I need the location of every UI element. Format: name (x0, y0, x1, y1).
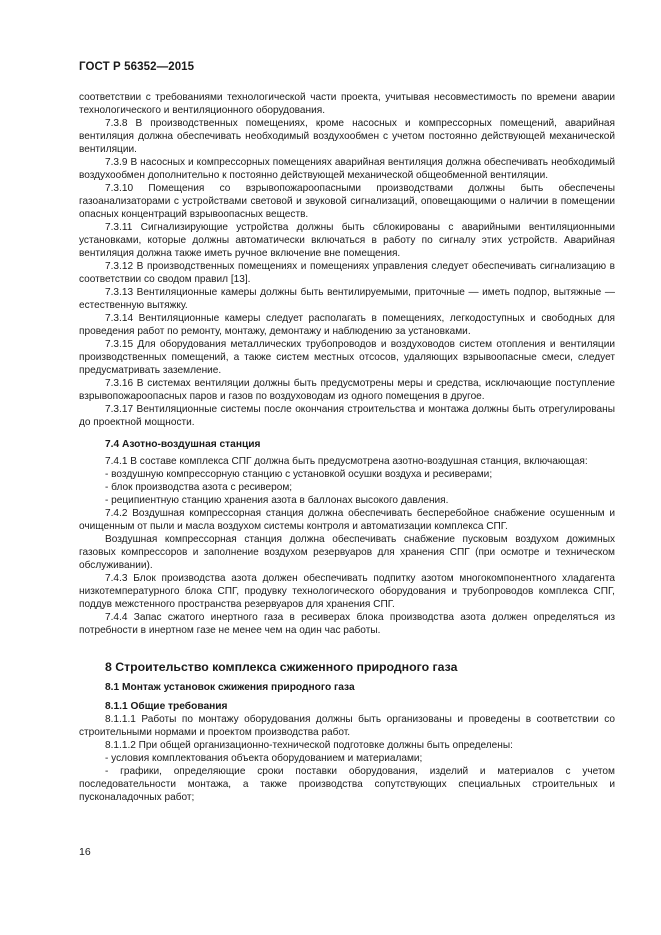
paragraph-7-4-1: 7.4.1 В составе комплекса СПГ должна быть предусмотрена азотно-воздушная станция, включающая: (105, 456, 588, 467)
paragraph-7-3-12: 7.3.12 В производственных помещениях и помещениях управления следует обеспечивать сигнализацию в соответствии со сводом правил [13]. (79, 261, 615, 285)
paragraph-7-3-15: 7.3.15 Для оборудования металлических трубопроводов и воздуховодов систем отопления и вентиляции производственных помещений, а также систем местных отсосов, удаляющих взрывоопасные смеси, следует предусматривать заземление. (79, 339, 615, 376)
paragraph-8-1-1-2: 8.1.1.2 При общей организационно-технической подготовке должны быть определены: (105, 740, 513, 751)
page-number: 16 (79, 846, 91, 858)
paragraph-7-3-13: 7.3.13 Вентиляционные камеры должны быть вентилируемыми, приточные — иметь подпор, вытяжные — естественную вытяжку. (79, 287, 615, 311)
list-item: - воздушную компрессорную станцию с установкой осушки воздуха и ресиверами; (105, 469, 493, 480)
document-header: ГОСТ Р 56352—2015 (79, 61, 195, 73)
list-item: - графики, определяющие сроки поставки оборудования, изделий и материалов с учетом последовательности монтажа, а также производства сопутствующих специальных строительных и пусконаладочных работ; (79, 766, 615, 803)
list-item: - условия комплектования объекта оборудованием и материалами; (105, 753, 423, 764)
paragraph-7-3-16: 7.3.16 В системах вентиляции должны быть предусмотрены меры и средства, исключающие поступление взрывопожароопасных паров и газов по воздуховодам из одного помещения в другое. (79, 378, 615, 402)
paragraph-7-3-9: 7.3.9 В насосных и компрессорных помещениях аварийная вентиляция должна обеспечивать необходимый воздухообмен дополнительно к постоянно действующей механической общеобменной вентиляции. (79, 157, 615, 181)
section-heading-8-1: 8.1 Монтаж установок сжижения природного газа (105, 682, 355, 693)
paragraph-7-3-10: 7.3.10 Помещения со взрывопожароопасными производствами должны быть обеспечены газоанализаторами с устройствами световой и звуковой сигнализаций, оповещающими о наличии в помещении опасных концентраций взрывоопасных веществ. (79, 183, 615, 220)
paragraph-7-3-8: 7.3.8 В производственных помещениях, кроме насосных и компрессорных помещений, аварийная вентиляция должна обеспечивать необходимый воздухообмен с учетом постоянно действующей механической вентиляции. (79, 118, 615, 155)
paragraph-8-1-1-1: 8.1.1.1 Работы по монтажу оборудования должны быть организованы и проведены в соответствии со строительными нормами и проектом производства работ. (79, 714, 615, 738)
subsection-heading-8-1-1: 8.1.1 Общие требования (105, 701, 228, 712)
paragraph-7-3-11: 7.3.11 Сигнализирующие устройства должны быть сблокированы с аварийными вентиляционными установками, которые должны автоматически включаться в работу по сигналу этих устройств. Аварийная вентиляция должна также иметь ручное включение вне помещения. (79, 222, 615, 259)
paragraph-7-3-14: 7.3.14 Вентиляционные камеры следует располагать в помещениях, легкодоступных и свободных для проведения работ по ремонту, монтажу, демонтажу и наблюдению за установками. (79, 313, 615, 337)
paragraph: Воздушная компрессорная станция должна обеспечивать снабжение пусковым воздухом дожимных газовых компрессоров и заполнение воздухом резервуаров для хранения СПГ (при осмотре и техническом обслуживании). (79, 534, 615, 571)
page-body (79, 91, 615, 804)
paragraph-7-3-17: 7.3.17 Вентиляционные системы после окончания строительства и монтажа должны быть отрегулированы до проектной мощности. (79, 404, 615, 428)
paragraph-7-4-3: 7.4.3 Блок производства азота должен обеспечивать подпитку азотом многокомпонентного хладагента низкотемпературного блока СПГ, продувку технологического оборудования и трубопроводов комплекса СПГ, поддув межстенного пространства резервуаров для хранения СПГ. (79, 573, 615, 610)
section-heading-7-4: 7.4 Азотно-воздушная станция (105, 439, 261, 450)
chapter-heading-8: 8 Строительство комплекса сжиженного природного газа (105, 660, 458, 674)
paragraph: соответствии с требованиями технологической части проекта, учитывая несовместимость по времени аварии технологического и вентиляционного оборудования. (79, 92, 615, 116)
list-item: - блок производства азота с ресивером; (105, 482, 293, 493)
list-item: - реципиентную станцию хранения азота в баллонах высокого давления. (105, 495, 449, 506)
paragraph-7-4-2: 7.4.2 Воздушная компрессорная станция должна обеспечивать бесперебойное снабжение осушенным и очищенным от пыли и масла воздухом системы контроля и автоматизации комплекса СПГ. (79, 508, 615, 532)
paragraph-7-4-4: 7.4.4 Запас сжатого инертного газа в ресиверах блока производства азота должен определяться из потребности в инертном газе не менее чем на один час работы. (79, 612, 615, 636)
